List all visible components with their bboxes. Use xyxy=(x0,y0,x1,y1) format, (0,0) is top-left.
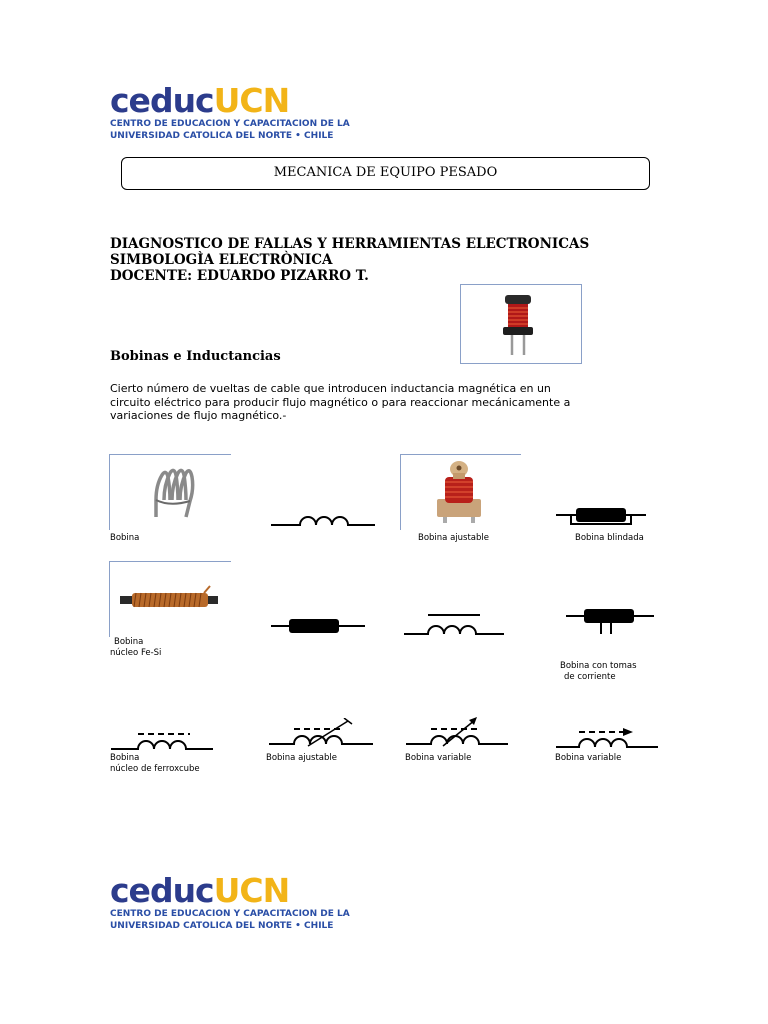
caption-ajustable-sym: Bobina ajustable xyxy=(266,753,338,763)
caption-bobina: Bobina xyxy=(110,533,140,543)
adjustable-coil-photo xyxy=(400,454,521,530)
section-title: Bobinas e Inductancias xyxy=(110,349,281,364)
caption-ferrox-1: Bobina xyxy=(110,753,140,763)
caption-bobina-tomas-1: Bobina con tomas xyxy=(560,661,637,671)
logo-wordmark: ceducUCN xyxy=(110,81,290,120)
variable-inductor-arrow-symbol-image xyxy=(555,726,659,750)
symbol-variable-inductor xyxy=(405,716,509,748)
ceduc-ucn-logo xyxy=(110,81,350,142)
adjustable-inductor-symbol-image xyxy=(268,718,374,748)
caption-ferrox-2: núcleo de ferroxcube xyxy=(110,764,200,774)
logo-subtitle-line1: CENTRO DE EDUCACION Y CAPACITACION DE LA xyxy=(110,119,350,129)
tapped-inductor-symbol-image xyxy=(565,606,655,636)
inductor-symbol-image xyxy=(270,510,376,530)
heading-docente: DOCENTE: EDUARDO PIZARRO T. xyxy=(110,268,369,284)
footer-logo-subtitle-line1: CENTRO DE EDUCACION Y CAPACITACION DE LA xyxy=(110,909,350,919)
symbol-adjustable-inductor xyxy=(268,718,374,748)
section-description: Cierto número de vueltas de cable que introducen inductancia magnética en un circuito eléctrico para producir flujo magnético o para reaccionar mecánicamente a variaciones de flujo magnético.- xyxy=(110,382,571,422)
inductor-photo-image xyxy=(461,285,581,363)
fesi-coil-photo xyxy=(109,561,231,637)
caption-bobina-ajustable-photo: Bobina ajustable xyxy=(418,533,490,543)
symbol-tapped-inductor xyxy=(565,606,655,636)
caption-bobina-tomas-2: de corriente xyxy=(564,672,616,682)
ceduc-ucn-footer-logo xyxy=(110,871,350,932)
heading-simbologia: SIMBOLOGÌA ELECTRÒNICA xyxy=(110,252,333,268)
symbol-core-inductor xyxy=(403,610,505,638)
symbol-inductor xyxy=(270,510,376,530)
inductor-photo xyxy=(460,284,582,364)
caption-variable-1: Bobina variable xyxy=(405,753,472,763)
symbol-iron-core-inductor xyxy=(270,616,366,636)
adjustable-coil-photo-image xyxy=(401,455,521,529)
symbol-shielded-inductor xyxy=(555,503,647,527)
caption-variable-2: Bobina variable xyxy=(555,753,622,763)
caption-bobina-blindada: Bobina blindada xyxy=(575,533,644,543)
heading-diagnostico: DIAGNOSTICO DE FALLAS Y HERRAMIENTAS ELECTRONICAS xyxy=(110,236,590,252)
ferroxcube-inductor-symbol-image xyxy=(110,730,214,752)
footer-logo-wordmark: ceducUCN xyxy=(110,871,290,910)
footer-logo-subtitle-line2: UNIVERSIDAD CATOLICA DEL NORTE • CHILE xyxy=(110,921,334,931)
coil-photo xyxy=(109,454,231,530)
logo-subtitle-line2: UNIVERSIDAD CATOLICA DEL NORTE • CHILE xyxy=(110,131,334,141)
coil-photo-image xyxy=(110,455,230,529)
symbol-ferroxcube-inductor xyxy=(110,730,214,752)
iron-core-inductor-symbol-image xyxy=(270,616,366,636)
variable-inductor-symbol-image xyxy=(405,716,509,748)
core-inductor-symbol-image xyxy=(403,610,505,638)
shielded-inductor-symbol-image xyxy=(555,503,647,527)
symbol-variable-inductor-arrow xyxy=(555,726,659,750)
course-title-box xyxy=(121,157,650,190)
caption-bobina-fesi-1: Bobina xyxy=(114,637,144,647)
caption-bobina-fesi-2: núcleo Fe-Si xyxy=(110,648,162,658)
course-title: MECANICA DE EQUIPO PESADO xyxy=(273,165,498,180)
fesi-coil-photo-image xyxy=(110,562,230,636)
